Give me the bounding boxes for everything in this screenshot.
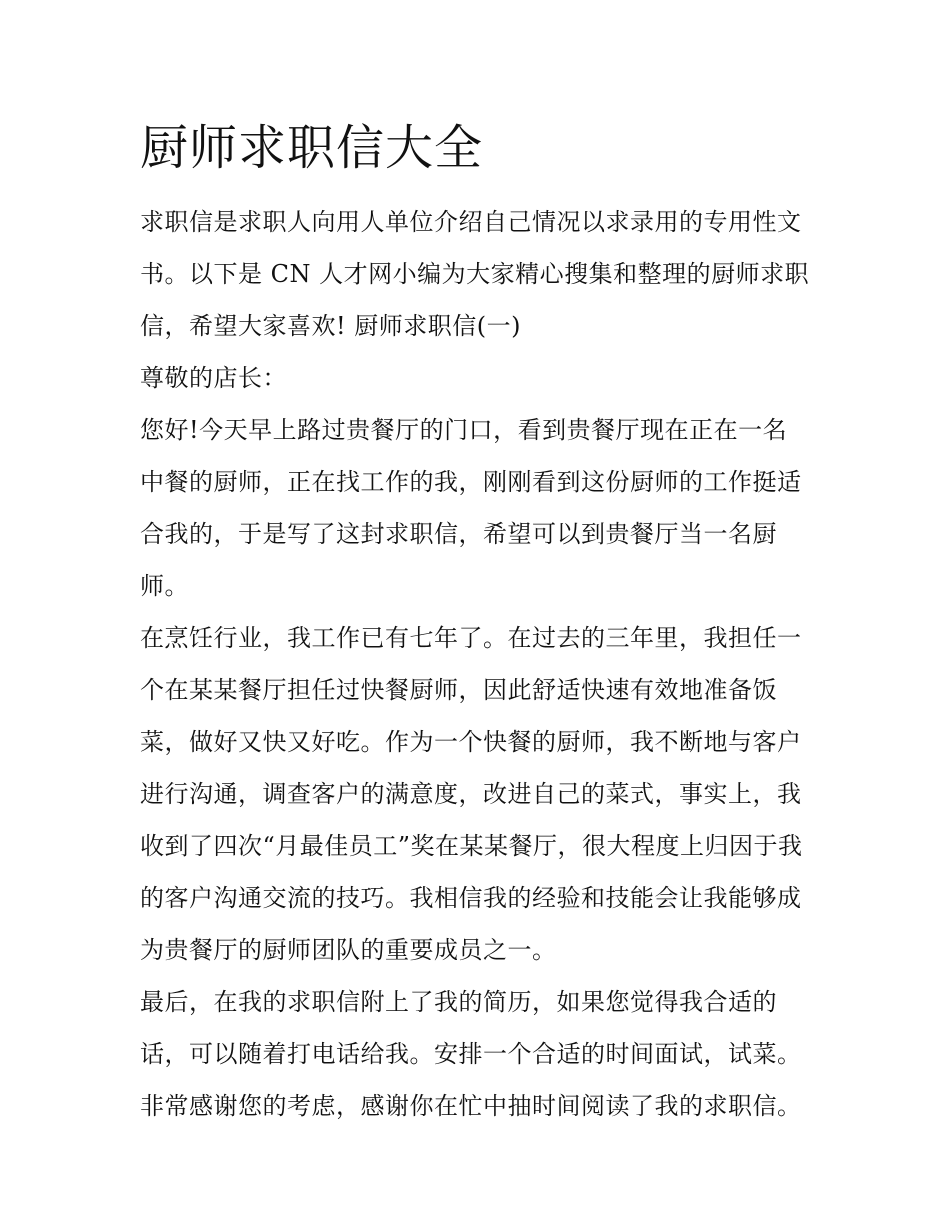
text-line: 的客户沟通交流的技巧。我相信我的经验和技能会让我能够成 [140, 884, 802, 912]
text-line: 收到了四次“月最佳员工”奖在某某餐厅，很大程度上归因于我 [140, 832, 803, 860]
document-body [140, 196, 820, 1132]
text-line: 信，希望大家喜欢! 厨师求职信(一) [140, 312, 521, 340]
text-line: 中餐的厨师，正在找工作的我，刚刚看到这份厨师的工作挺适 [140, 468, 802, 496]
salutation: 尊敬的店长： [140, 364, 287, 392]
text-line: 话，可以随着打电话给我。安排一个合适的时间面试，试菜。 [140, 1040, 802, 1068]
text-line: 个在某某餐厅担任过快餐厨师，因此舒适快速有效地准备饭 [140, 676, 777, 704]
text-line: 非常感谢您的考虑，感谢你在忙中抽时间阅读了我的求职信。 [140, 1092, 802, 1120]
document-title: 厨师求职信大全 [140, 120, 484, 176]
text-line: 菜，做好又快又好吃。作为一个快餐的厨师，我不断地与客户 [140, 728, 802, 756]
text-line: 进行沟通，调查客户的满意度，改进自己的菜式，事实上，我 [140, 780, 802, 808]
text-line: 您好!今天早上路过贵餐厅的门口，看到贵餐厅现在正在一名 [140, 416, 788, 444]
text-line: 最后，在我的求职信附上了我的简历，如果您觉得我合适的 [140, 988, 777, 1016]
text-line: 师。 [140, 572, 189, 600]
text-line: 在烹饪行业，我工作已有七年了。在过去的三年里，我担任一 [140, 624, 802, 652]
text-line: 书。以下是 CN 人才网小编为大家精心搜集和整理的厨师求职 [140, 260, 810, 288]
text-line: 合我的，于是写了这封求职信，希望可以到贵餐厅当一名厨 [140, 520, 777, 548]
text-line: 求职信是求职人向用人单位介绍自己情况以求录用的专用性文 [140, 208, 802, 236]
text-line: 为贵餐厅的厨师团队的重要成员之一。 [140, 936, 557, 964]
